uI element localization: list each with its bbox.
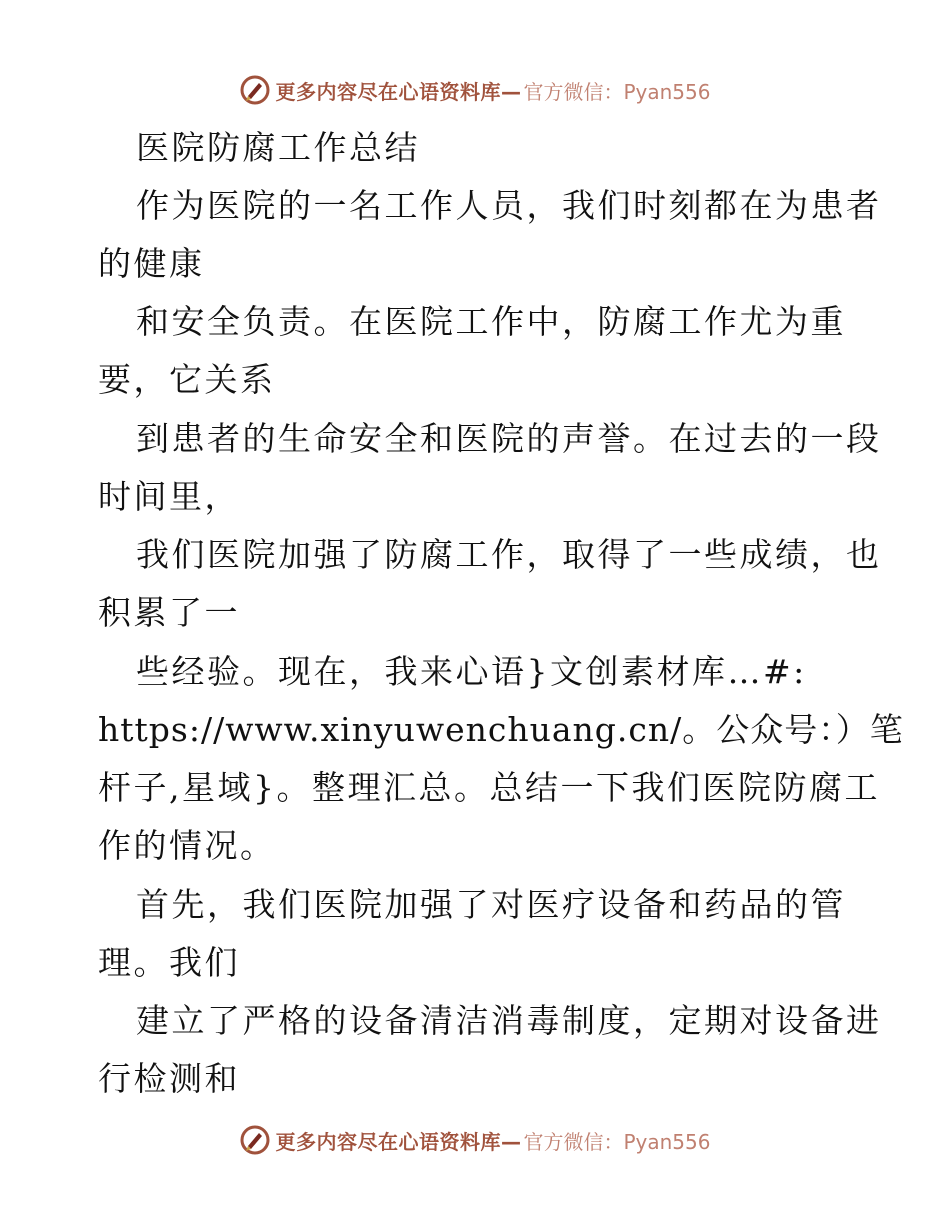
paragraph-line: 杆子,星域}。整理汇总。总结一下我们医院防腐工 [98,768,880,807]
pen-logo-icon [239,1124,271,1156]
paragraph-line: 积累了一 [98,593,240,632]
paragraph-line: 和安全负责。在医院工作中，防腐工作尤为重 [136,302,846,341]
paragraph-line: 作为医院的一名工作人员，我们时刻都在为患者 [136,186,882,225]
header-watermark [0,70,950,110]
paragraph-line: 时间里， [98,477,240,516]
paragraph-line: 行检测和 [98,1059,240,1098]
pen-logo-icon [239,74,271,106]
paragraph-line: 我们医院加强了防腐工作，取得了一些成绩，也 [136,535,882,574]
paragraph-line: 首先，我们医院加强了对医疗设备和药品的管 [136,885,846,924]
paragraph-line: https://www.xinyuwenchuang.cn/。公众号：）笔 [98,710,904,749]
paragraph-line: 的健康 [98,244,205,283]
paragraph-line: 理。我们 [98,943,240,982]
paragraph-line: 建立了严格的设备清洁消毒制度，定期对设备进 [136,1001,882,1040]
banner-text: 更多内容尽在心语资料库— [275,1129,522,1154]
footer-watermark [0,1120,950,1160]
banner-wechat: 官方微信：Pyan556 [523,79,711,104]
document-title: 医院防腐工作总结 [136,128,420,167]
banner-text: 更多内容尽在心语资料库— [275,79,522,104]
paragraph-line: 到患者的生命安全和医院的声誉。在过去的一段 [136,419,882,458]
paragraph-line: 要，它关系 [98,360,276,399]
paragraph-line: 些经验。现在，我来心语}文创素材库…#: [136,652,807,691]
banner-wechat: 官方微信：Pyan556 [523,1129,711,1154]
paragraph-line: 作的情况。 [98,826,276,865]
